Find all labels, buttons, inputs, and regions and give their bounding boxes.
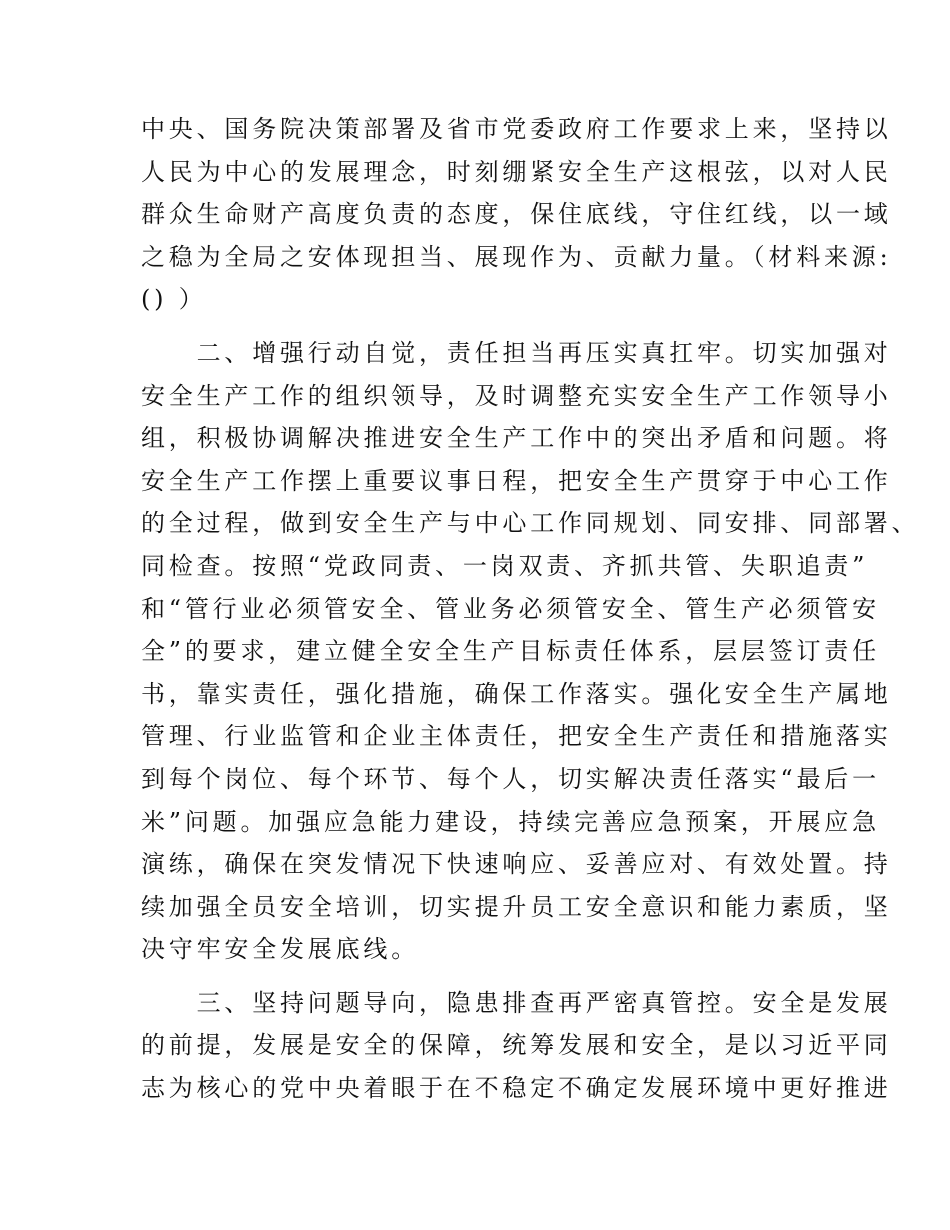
text-line: 安全生产工作摆上重要议事日程，把安全生产贯穿于中心工作 (141, 466, 892, 495)
text-line: 安全生产工作的组织领导，及时调整充实安全生产工作领导小 (141, 381, 892, 410)
paragraph-1-continued (141, 108, 892, 321)
text-line: 之稳为全局之安体现担当、展现作为、贡献力量。（材料来源: (141, 242, 892, 271)
text-line: 同检查。按照“党政同责、一岗双责、齐抓共管、失职追责” (141, 551, 869, 580)
paragraph-spacer (141, 971, 811, 982)
source-citation-line: () ） (141, 285, 207, 314)
text-line: 中央、国务院决策部署及省市党委政府工作要求上来，坚持以 (141, 115, 892, 143)
paragraph-2 (141, 332, 920, 971)
section-heading-line: 三、坚持问题导向，隐患排查再严密真管控。安全是发展 (141, 988, 892, 1017)
text-line: 决守牢安全发展底线。 (141, 935, 419, 964)
text-line: 和“管行业必须管安全、管业务必须管安全、管生产必须管安 (141, 594, 880, 623)
text-line: 全”的要求，建立健全安全生产目标责任体系，层层签订责任 (141, 637, 880, 666)
text-line: 续加强全员安全培训，切实提升员工安全意识和能力素质，坚 (141, 892, 892, 921)
text-line: 米”问题。加强应急能力建设，持续完善应急预案，开展应急 (141, 807, 880, 836)
text-line: 的全过程，做到安全生产与中心工作同规划、同安排、同部署、 (141, 509, 920, 538)
text-line: 书，靠实责任，强化措施，确保工作落实。强化安全生产属地 (141, 679, 892, 708)
text-line: 志为核心的党中央着眼于在不稳定不确定发展环境中更好推进 (141, 1074, 892, 1103)
text-line: 群众生命财产高度负责的态度，保住底线，守住红线，以一域 (141, 200, 892, 229)
text-line: 演练，确保在突发情况下快速响应、妥善应对、有效处置。持 (141, 850, 892, 879)
section-heading-line: 二、增强行动自觉，责任担当再压实真扛牢。切实加强对 (141, 338, 892, 367)
text-line: 的前提，发展是安全的保障，统筹发展和安全，是以习近平同 (141, 1031, 892, 1060)
paragraph-spacer (141, 321, 811, 332)
text-line: 组，积极协调解决推进安全生产工作中的突出矛盾和问题。将 (141, 424, 892, 453)
text-line: 到每个岗位、每个环节、每个人，切实解决责任落实“最后一 (141, 764, 880, 793)
text-line: 管理、行业监管和企业主体责任，把安全生产责任和措施落实 (141, 722, 892, 751)
paragraph-3 (141, 982, 892, 1110)
document-page (141, 108, 920, 1110)
text-line: 人民为中心的发展理念，时刻绷紧安全生产这根弦，以对人民 (141, 157, 892, 186)
